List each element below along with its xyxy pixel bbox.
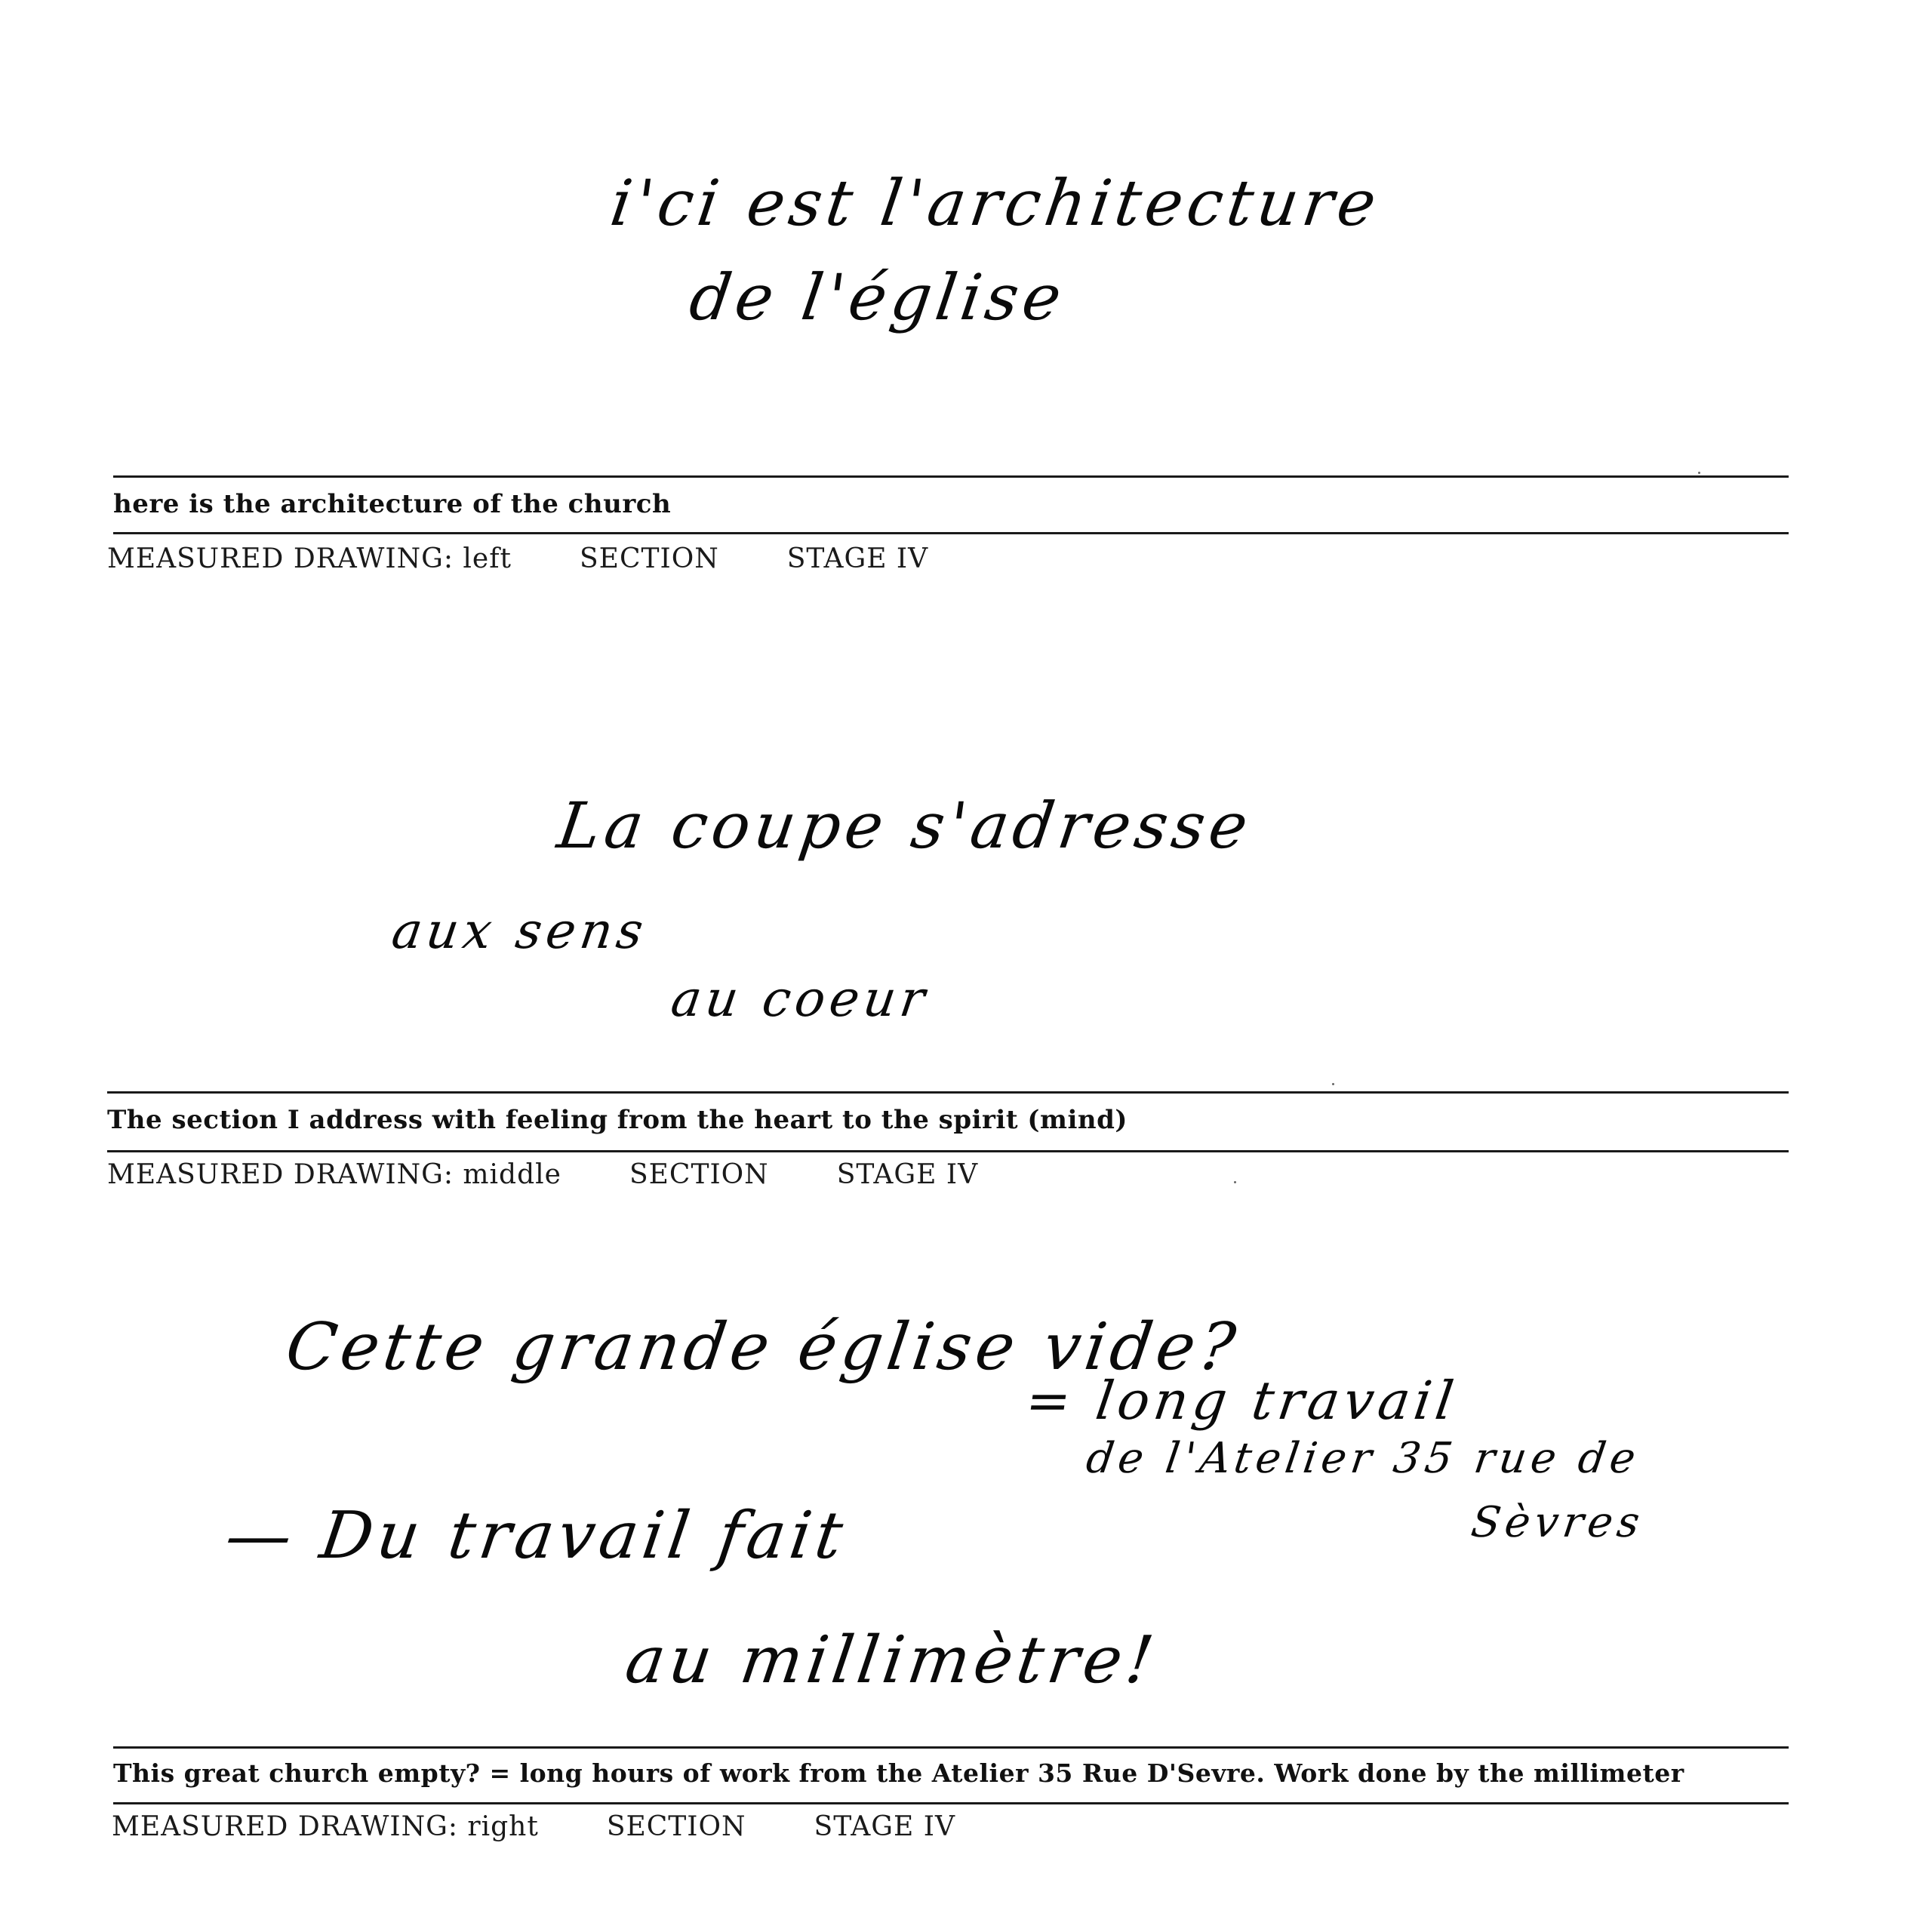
paper-speck	[1332, 1083, 1334, 1085]
handwriting-line: Cette grande église vide?	[281, 1309, 1244, 1385]
caption-section: SECTION	[606, 1811, 746, 1842]
handwriting-line: de l'Atelier 35 rue de	[1083, 1434, 1644, 1483]
caption-label: MEASURED DRAWING: left	[107, 543, 512, 574]
handwriting-line: au coeur	[667, 970, 934, 1028]
translation-text: here is the architecture of the church	[113, 489, 672, 519]
caption-label: MEASURED DRAWING: right	[112, 1811, 539, 1842]
paper-speck	[1234, 1181, 1236, 1183]
caption-stage: STAGE IV	[836, 1159, 979, 1190]
handwriting-line: i'ci est l'architecture	[606, 166, 1386, 240]
handwriting-line: La coupe s'adresse	[553, 789, 1257, 863]
divider-line	[113, 1802, 1789, 1804]
divider-line	[113, 1746, 1789, 1749]
handwriting-line: au millimètre!	[620, 1623, 1163, 1698]
handwriting-line: de l'église	[685, 260, 1071, 334]
translation-text: This great church empty? = long hours of work from the Atelier 35 Rue D'Sevre. Work done by the millimeter	[113, 1758, 1684, 1788]
divider-line	[113, 532, 1789, 534]
drawing-caption	[107, 1159, 978, 1190]
handwriting-line: aux sens	[388, 902, 651, 960]
caption-section: SECTION	[580, 543, 719, 574]
caption-stage: STAGE IV	[786, 543, 929, 574]
caption-label: MEASURED DRAWING: middle	[107, 1159, 561, 1190]
caption-stage: STAGE IV	[814, 1811, 955, 1842]
divider-line	[107, 1150, 1789, 1152]
divider-line	[107, 1091, 1789, 1094]
caption-section: SECTION	[629, 1159, 769, 1190]
handwriting-line: = long travail	[1022, 1370, 1462, 1432]
drawing-caption	[107, 543, 928, 574]
translation-text: The section I address with feeling from the heart to the spirit (mind)	[107, 1105, 1128, 1135]
paper-speck	[1698, 472, 1700, 474]
divider-line	[113, 475, 1789, 478]
handwriting-line: Sèvres	[1468, 1498, 1647, 1547]
drawing-caption	[112, 1811, 955, 1842]
handwriting-line: — Du travail fait	[220, 1498, 852, 1574]
